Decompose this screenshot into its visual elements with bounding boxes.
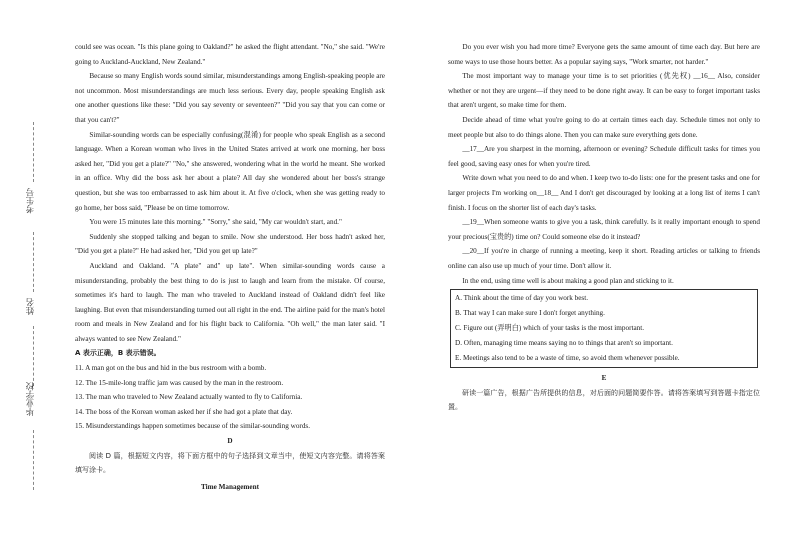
- right-column: [448, 40, 760, 415]
- section-heading-e: E: [601, 374, 607, 383]
- binding-line: [33, 326, 34, 386]
- paragraph: could see was ocean. "Is this plane going to Oakland?" he asked the flight attendant. "No," she said. "We're going to Auckland-Auckland, New Zealand.": [75, 43, 385, 66]
- paragraph: Do you ever wish you had more time? Everyone gets the same amount of time each day. But here are some ways to use those hours better. As a popular saying says, "Work smarter, not harder.": [448, 43, 760, 66]
- option-item: B. That way I can make sure I don't forget anything.: [455, 309, 605, 318]
- name-label: 姓名: [25, 298, 35, 315]
- paragraph: You were 15 minutes late this morning." "Sorry," she said, "My car wouldn't start, and.": [89, 218, 342, 227]
- statement-item: 12. The 15-mile-long traffic jam was caused by the man in the restroom.: [75, 378, 284, 387]
- passage-title: Time Management: [201, 482, 259, 491]
- left-column: [75, 40, 385, 494]
- true-false-instruction: A 表示正确，B 表示错误。: [75, 349, 161, 358]
- section-e-instruction: 研读一篇广告，根据广告所提供的信息，对后面的问题简要作答。请将答案填写到答题卡指定位置。: [448, 388, 760, 412]
- candidate-number-label: 考生号: [25, 188, 35, 214]
- paragraph: __20__If you're in charge of running a meeting, keep it short. Reading articles or talking to friends online can also use up much of your time. Don't allow it.: [448, 247, 760, 270]
- paragraph: __19__When someone wants to give you a task, think carefully. Is it really important enough to spend your precious(宝贵的) time on? Could someone else do it instead?: [448, 218, 760, 241]
- binding-line: [33, 430, 34, 490]
- paragraph: Because so many English words sound similar, misunderstandings among English-speaking people are not uncommon. Most misunderstandings are much less serious. Every day, people speaking English ask one another questions like these: "Did you say seventy or seventeen?" "Did you say that you can come or that you can't?": [75, 72, 385, 124]
- binding-margin: [0, 0, 70, 560]
- option-item: E. Meetings also tend to be a waste of time, so avoid them whenever possible.: [455, 354, 680, 363]
- statement-item: 14. The boss of the Korean woman asked her if she had got a plate that day.: [75, 407, 293, 416]
- binding-line: [33, 232, 34, 292]
- paragraph: Write down what you need to do and when. I keep two to-do lists: one for the present tasks and one for larger projects I'm working on__18__ And I don't get discouraged by looking at a long list of items I can't finish. I focus on the shorter list of each day's tasks.: [448, 174, 760, 212]
- option-item: D. Often, managing time means saying no to things that aren't so important.: [455, 339, 673, 348]
- paragraph: __17__Are you sharpest in the morning, afternoon or evening? Schedule difficult tasks for times you feel good, saving easy ones for when you're tired.: [448, 145, 760, 168]
- paragraph: In the end, using time well is about making a good plan and sticking to it.: [462, 276, 674, 285]
- paragraph: Decide ahead of time what you're going to do at certain times each day. Schedule times not only to meet people but also to do things alone. Then you can make sure everything gets done.: [448, 115, 760, 139]
- option-item: A. Think about the time of day you work best.: [455, 294, 589, 303]
- section-heading-d: D: [227, 437, 233, 446]
- binding-line: [33, 122, 34, 182]
- statement-item: 15. Misunderstandings happen sometimes because of the similar-sounding words.: [75, 422, 311, 431]
- option-item: C. Figure out (弄明白) which of your tasks is the most important.: [455, 324, 645, 333]
- statement-item: 11. A man got on the bus and hid in the bus restroom with a bomb.: [75, 364, 267, 373]
- statement-item: 13. The man who traveled to New Zealand actually wanted to fly to California.: [75, 393, 303, 402]
- section-d-instruction: 阅读 D 篇，根据短文内容，将下面方框中的句子选择到文章当中，使短文内容完整。请将答案填写涂卡。: [75, 451, 385, 475]
- school-label: 毕业学校: [25, 382, 35, 416]
- paragraph: Similar-sounding words can be especially confusing(混淆) for people who speak English as a second language. When a Korean woman who lives in the United States arrived at work one morning, her boss asked her, "Did you get a plate?" "No," she answered, wondering what in the world he meant. She worked in an office. Why did the boss ask her about a plate? All day she wondered about her boss's strange question, but she was too embarrassed to ask him about it. At five o'clock, when she was getting ready to go home, her boss said, "Please be on time tomorrow.: [75, 130, 385, 212]
- paragraph: The most important way to manage your time is to set priorities (优先权) __16__ Also, consider whether or not they are urgent—if they need to be done right away. It can be easy to forget important tasks that aren't urgent, so make time for them.: [448, 72, 760, 110]
- paragraph: Auckland and Oakland. "A plate" and" up late". When similar-sounding words cause a misunderstanding, probably the best thing to do is just to laugh and learn from the mistake. Of course, sometimes it's hard to laugh. The man who traveled to Auckland instead of Oakland didn't feel like laughing. But even that misunderstanding turned out all right in the end. The airline paid for the man's hotel room and meals in New Zealand and for his flight back to California. "Oh well," the man later said. "I always wanted to see New Zealand.": [75, 261, 385, 343]
- paragraph: Suddenly she stopped talking and began to smile. Now she understood. Her boss hadn't asked her, "Did you get a plate?" He had asked her, "Did you get up late?": [75, 232, 385, 256]
- options-box: [450, 289, 758, 368]
